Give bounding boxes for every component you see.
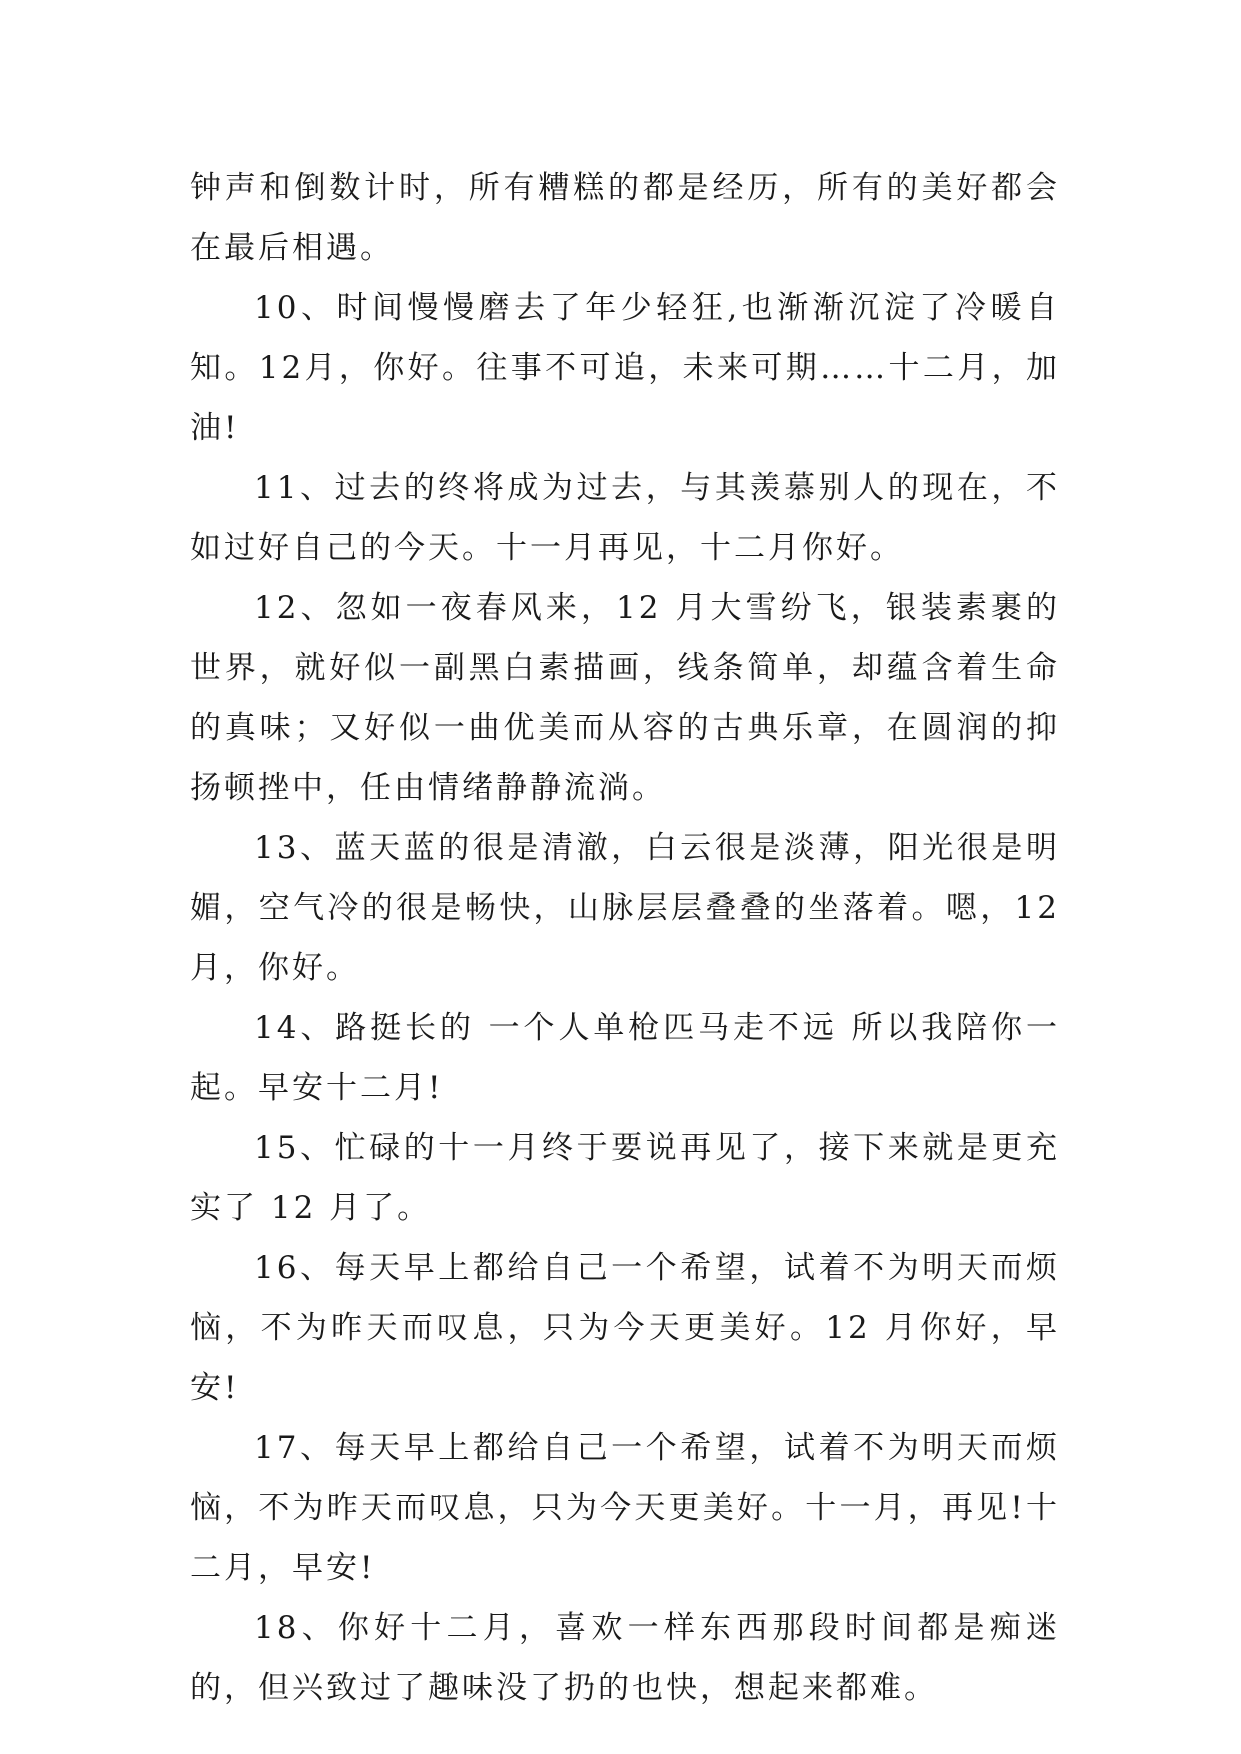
paragraph-17: 17、每天早上都给自己一个希望，试着不为明天而烦恼，不为昨天而叹息，只为今天更美好。十一月，再见!十二月，早安! <box>190 1430 1060 1586</box>
paragraph-15: 15、忙碌的十一月终于要说再见了，接下来就是更充实了 12 月了。 <box>190 1130 1060 1226</box>
paragraph-11: 11、过去的终将成为过去，与其羡慕别人的现在，不如过好自己的今天。十一月再见，十二月你好。 <box>190 470 1060 566</box>
paragraph-12: 12、忽如一夜春风来，12 月大雪纷飞，银装素裹的世界，就好似一副黑白素描画，线条简单，却蕴含着生命的真味；又好似一曲优美而从容的古典乐章，在圆润的抑扬顿挫中，任由情绪静静流淌。 <box>190 590 1060 806</box>
paragraph-14: 14、路挺长的 一个人单枪匹马走不远 所以我陪你一起。早安十二月! <box>190 1010 1060 1106</box>
document-body <box>190 158 1060 1718</box>
paragraph-18: 18、你好十二月，喜欢一样东西那段时间都是痴迷的，但兴致过了趣味没了扔的也快，想起来都难。 <box>190 1610 1060 1706</box>
paragraph-16: 16、每天早上都给自己一个希望，试着不为明天而烦恼，不为昨天而叹息，只为今天更美好。12 月你好，早安! <box>190 1250 1060 1406</box>
paragraph-10: 10、时间慢慢磨去了年少轻狂,也渐渐沉淀了冷暖自知。12月，你好。往事不可追，未来可期……十二月，加油! <box>190 290 1060 446</box>
paragraph-continuation: 钟声和倒数计时，所有糟糕的都是经历，所有的美好都会在最后相遇。 <box>190 170 1060 266</box>
paragraph-13: 13、蓝天蓝的很是清澈，白云很是淡薄，阳光很是明媚，空气冷的很是畅快，山脉层层叠叠的坐落着。嗯，12 月，你好。 <box>190 830 1060 986</box>
